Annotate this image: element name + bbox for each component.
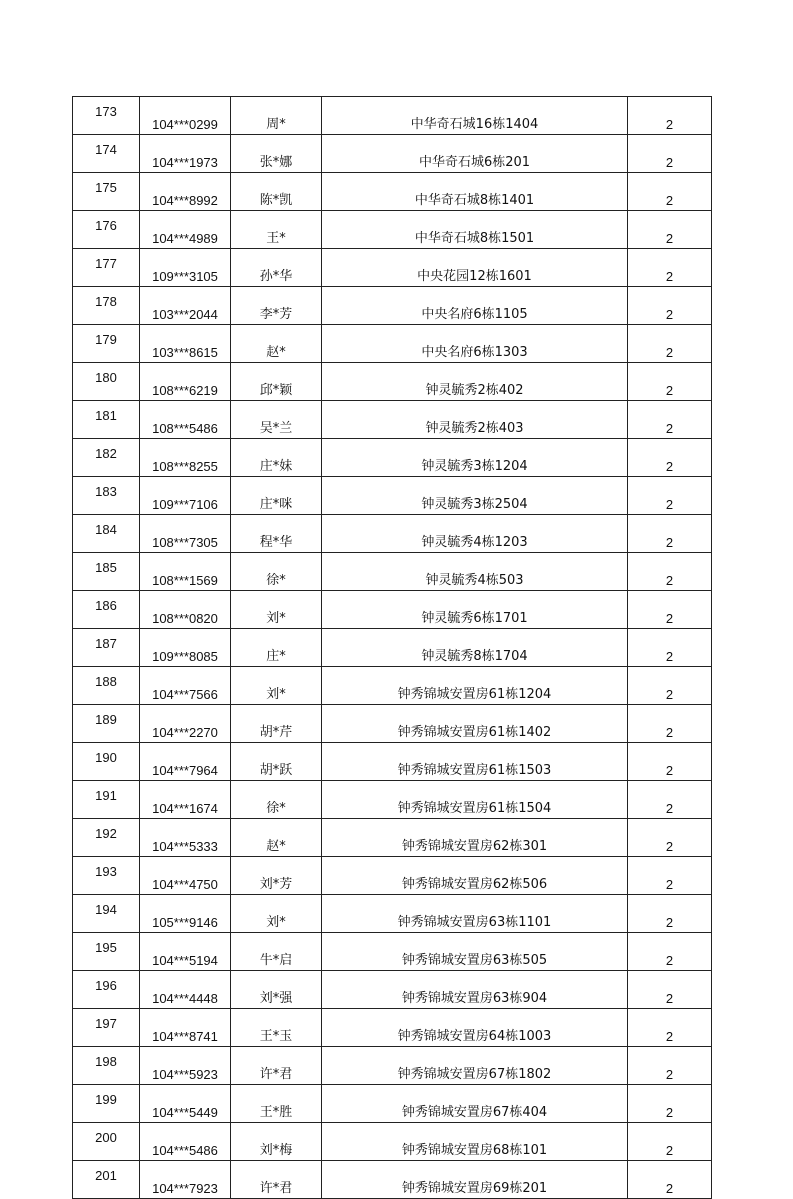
table-row (73, 933, 712, 971)
account-number-cell: 104***4989 (140, 211, 231, 249)
quantity-cell: 2 (628, 515, 712, 553)
owner-name-cell: 许*君 (231, 1161, 322, 1199)
address-cell: 钟秀锦城安置房67栋404 (322, 1085, 628, 1123)
address-cell: 钟秀锦城安置房64栋1003 (322, 1009, 628, 1047)
row-number-cell: 174 (73, 135, 140, 173)
table-row (73, 781, 712, 819)
address-cell: 钟灵毓秀6栋1701 (322, 591, 628, 629)
account-number-cell: 104***1674 (140, 781, 231, 819)
quantity-cell: 2 (628, 591, 712, 629)
account-number-cell: 104***2270 (140, 705, 231, 743)
address-cell: 钟秀锦城安置房63栋904 (322, 971, 628, 1009)
table-row (73, 287, 712, 325)
row-number-cell: 199 (73, 1085, 140, 1123)
account-number-cell: 104***5486 (140, 1123, 231, 1161)
table-row (73, 515, 712, 553)
row-number-cell: 192 (73, 819, 140, 857)
owner-name-cell: 徐* (231, 553, 322, 591)
owner-name-cell: 王* (231, 211, 322, 249)
table-row (73, 1085, 712, 1123)
account-number-cell: 103***2044 (140, 287, 231, 325)
row-number-cell: 181 (73, 401, 140, 439)
address-cell: 钟秀锦城安置房62栋301 (322, 819, 628, 857)
row-number-cell: 173 (73, 97, 140, 135)
quantity-cell: 2 (628, 857, 712, 895)
owner-name-cell: 刘* (231, 667, 322, 705)
table-row (73, 211, 712, 249)
table-row (73, 97, 712, 135)
row-number-cell: 196 (73, 971, 140, 1009)
owner-name-cell: 刘* (231, 591, 322, 629)
quantity-cell: 2 (628, 1123, 712, 1161)
quantity-cell: 2 (628, 667, 712, 705)
quantity-cell: 2 (628, 325, 712, 363)
owner-name-cell: 陈*凯 (231, 173, 322, 211)
table-row (73, 667, 712, 705)
account-number-cell: 108***8255 (140, 439, 231, 477)
account-number-cell: 104***5194 (140, 933, 231, 971)
address-cell: 中华奇石城8栋1501 (322, 211, 628, 249)
owner-name-cell: 刘*梅 (231, 1123, 322, 1161)
address-cell: 钟秀锦城安置房61栋1504 (322, 781, 628, 819)
row-number-cell: 200 (73, 1123, 140, 1161)
row-number-cell: 194 (73, 895, 140, 933)
table-row (73, 135, 712, 173)
address-cell: 钟秀锦城安置房61栋1402 (322, 705, 628, 743)
table-row (73, 1047, 712, 1085)
address-cell: 中华奇石城8栋1401 (322, 173, 628, 211)
row-number-cell: 195 (73, 933, 140, 971)
account-number-cell: 108***0820 (140, 591, 231, 629)
row-number-cell: 198 (73, 1047, 140, 1085)
account-number-cell: 104***8992 (140, 173, 231, 211)
table-row (73, 173, 712, 211)
owner-name-cell: 刘*芳 (231, 857, 322, 895)
account-number-cell: 104***1973 (140, 135, 231, 173)
account-number-cell: 104***8741 (140, 1009, 231, 1047)
row-number-cell: 187 (73, 629, 140, 667)
quantity-cell: 2 (628, 819, 712, 857)
address-cell: 钟秀锦城安置房63栋505 (322, 933, 628, 971)
address-cell: 钟秀锦城安置房68栋101 (322, 1123, 628, 1161)
owner-name-cell: 庄*妹 (231, 439, 322, 477)
account-number-cell: 109***7106 (140, 477, 231, 515)
row-number-cell: 182 (73, 439, 140, 477)
records-table (72, 96, 712, 1199)
account-number-cell: 108***5486 (140, 401, 231, 439)
owner-name-cell: 孙*华 (231, 249, 322, 287)
quantity-cell: 2 (628, 1047, 712, 1085)
quantity-cell: 2 (628, 933, 712, 971)
quantity-cell: 2 (628, 439, 712, 477)
row-number-cell: 180 (73, 363, 140, 401)
owner-name-cell: 邱*颖 (231, 363, 322, 401)
table-row (73, 819, 712, 857)
account-number-cell: 108***6219 (140, 363, 231, 401)
owner-name-cell: 吴*兰 (231, 401, 322, 439)
account-number-cell: 108***1569 (140, 553, 231, 591)
address-cell: 钟秀锦城安置房69栋201 (322, 1161, 628, 1199)
account-number-cell: 104***5449 (140, 1085, 231, 1123)
account-number-cell: 104***5333 (140, 819, 231, 857)
address-cell: 钟灵毓秀3栋1204 (322, 439, 628, 477)
owner-name-cell: 王*胜 (231, 1085, 322, 1123)
quantity-cell: 2 (628, 553, 712, 591)
row-number-cell: 179 (73, 325, 140, 363)
address-cell: 钟秀锦城安置房61栋1503 (322, 743, 628, 781)
owner-name-cell: 牛*启 (231, 933, 322, 971)
records-table-body (73, 97, 712, 1199)
row-number-cell: 193 (73, 857, 140, 895)
table-row (73, 857, 712, 895)
table-row (73, 325, 712, 363)
owner-name-cell: 胡*芹 (231, 705, 322, 743)
address-cell: 钟秀锦城安置房67栋1802 (322, 1047, 628, 1085)
quantity-cell: 2 (628, 1161, 712, 1199)
quantity-cell: 2 (628, 1085, 712, 1123)
table-row (73, 971, 712, 1009)
address-cell: 中华奇石城6栋201 (322, 135, 628, 173)
table-row (73, 705, 712, 743)
table-row (73, 1009, 712, 1047)
owner-name-cell: 王*玉 (231, 1009, 322, 1047)
table-row (73, 249, 712, 287)
quantity-cell: 2 (628, 743, 712, 781)
owner-name-cell: 许*君 (231, 1047, 322, 1085)
table-row (73, 1123, 712, 1161)
address-cell: 钟秀锦城安置房62栋506 (322, 857, 628, 895)
account-number-cell: 104***4750 (140, 857, 231, 895)
table-row (73, 1161, 712, 1199)
address-cell: 钟秀锦城安置房63栋1101 (322, 895, 628, 933)
owner-name-cell: 庄* (231, 629, 322, 667)
quantity-cell: 2 (628, 249, 712, 287)
quantity-cell: 2 (628, 477, 712, 515)
quantity-cell: 2 (628, 895, 712, 933)
row-number-cell: 178 (73, 287, 140, 325)
address-cell: 中央花园12栋1601 (322, 249, 628, 287)
quantity-cell: 2 (628, 971, 712, 1009)
account-number-cell: 104***0299 (140, 97, 231, 135)
row-number-cell: 189 (73, 705, 140, 743)
quantity-cell: 2 (628, 629, 712, 667)
table-row (73, 629, 712, 667)
quantity-cell: 2 (628, 781, 712, 819)
quantity-cell: 2 (628, 287, 712, 325)
row-number-cell: 190 (73, 743, 140, 781)
table-row (73, 477, 712, 515)
row-number-cell: 186 (73, 591, 140, 629)
address-cell: 钟灵毓秀3栋2504 (322, 477, 628, 515)
owner-name-cell: 张*娜 (231, 135, 322, 173)
table-row (73, 439, 712, 477)
table-row (73, 553, 712, 591)
row-number-cell: 201 (73, 1161, 140, 1199)
account-number-cell: 105***9146 (140, 895, 231, 933)
row-number-cell: 197 (73, 1009, 140, 1047)
account-number-cell: 108***7305 (140, 515, 231, 553)
address-cell: 钟灵毓秀8栋1704 (322, 629, 628, 667)
owner-name-cell: 周* (231, 97, 322, 135)
owner-name-cell: 刘*强 (231, 971, 322, 1009)
account-number-cell: 109***3105 (140, 249, 231, 287)
account-number-cell: 104***7923 (140, 1161, 231, 1199)
row-number-cell: 177 (73, 249, 140, 287)
address-cell: 中央名府6栋1303 (322, 325, 628, 363)
account-number-cell: 103***8615 (140, 325, 231, 363)
quantity-cell: 2 (628, 135, 712, 173)
table-row (73, 363, 712, 401)
address-cell: 钟灵毓秀2栋402 (322, 363, 628, 401)
account-number-cell: 109***8085 (140, 629, 231, 667)
address-cell: 钟秀锦城安置房61栋1204 (322, 667, 628, 705)
table-row (73, 401, 712, 439)
owner-name-cell: 刘* (231, 895, 322, 933)
table-row (73, 895, 712, 933)
quantity-cell: 2 (628, 211, 712, 249)
table-row (73, 743, 712, 781)
table-row (73, 591, 712, 629)
row-number-cell: 191 (73, 781, 140, 819)
quantity-cell: 2 (628, 173, 712, 211)
quantity-cell: 2 (628, 401, 712, 439)
row-number-cell: 175 (73, 173, 140, 211)
owner-name-cell: 赵* (231, 819, 322, 857)
quantity-cell: 2 (628, 705, 712, 743)
row-number-cell: 188 (73, 667, 140, 705)
address-cell: 钟灵毓秀4栋503 (322, 553, 628, 591)
owner-name-cell: 赵* (231, 325, 322, 363)
owner-name-cell: 胡*跃 (231, 743, 322, 781)
row-number-cell: 184 (73, 515, 140, 553)
owner-name-cell: 程*华 (231, 515, 322, 553)
address-cell: 中华奇石城16栋1404 (322, 97, 628, 135)
row-number-cell: 176 (73, 211, 140, 249)
owner-name-cell: 徐* (231, 781, 322, 819)
address-cell: 钟灵毓秀4栋1203 (322, 515, 628, 553)
quantity-cell: 2 (628, 363, 712, 401)
account-number-cell: 104***7964 (140, 743, 231, 781)
owner-name-cell: 庄*咪 (231, 477, 322, 515)
account-number-cell: 104***4448 (140, 971, 231, 1009)
owner-name-cell: 李*芳 (231, 287, 322, 325)
address-cell: 中央名府6栋1105 (322, 287, 628, 325)
address-cell: 钟灵毓秀2栋403 (322, 401, 628, 439)
quantity-cell: 2 (628, 1009, 712, 1047)
quantity-cell: 2 (628, 97, 712, 135)
row-number-cell: 183 (73, 477, 140, 515)
account-number-cell: 104***5923 (140, 1047, 231, 1085)
account-number-cell: 104***7566 (140, 667, 231, 705)
row-number-cell: 185 (73, 553, 140, 591)
